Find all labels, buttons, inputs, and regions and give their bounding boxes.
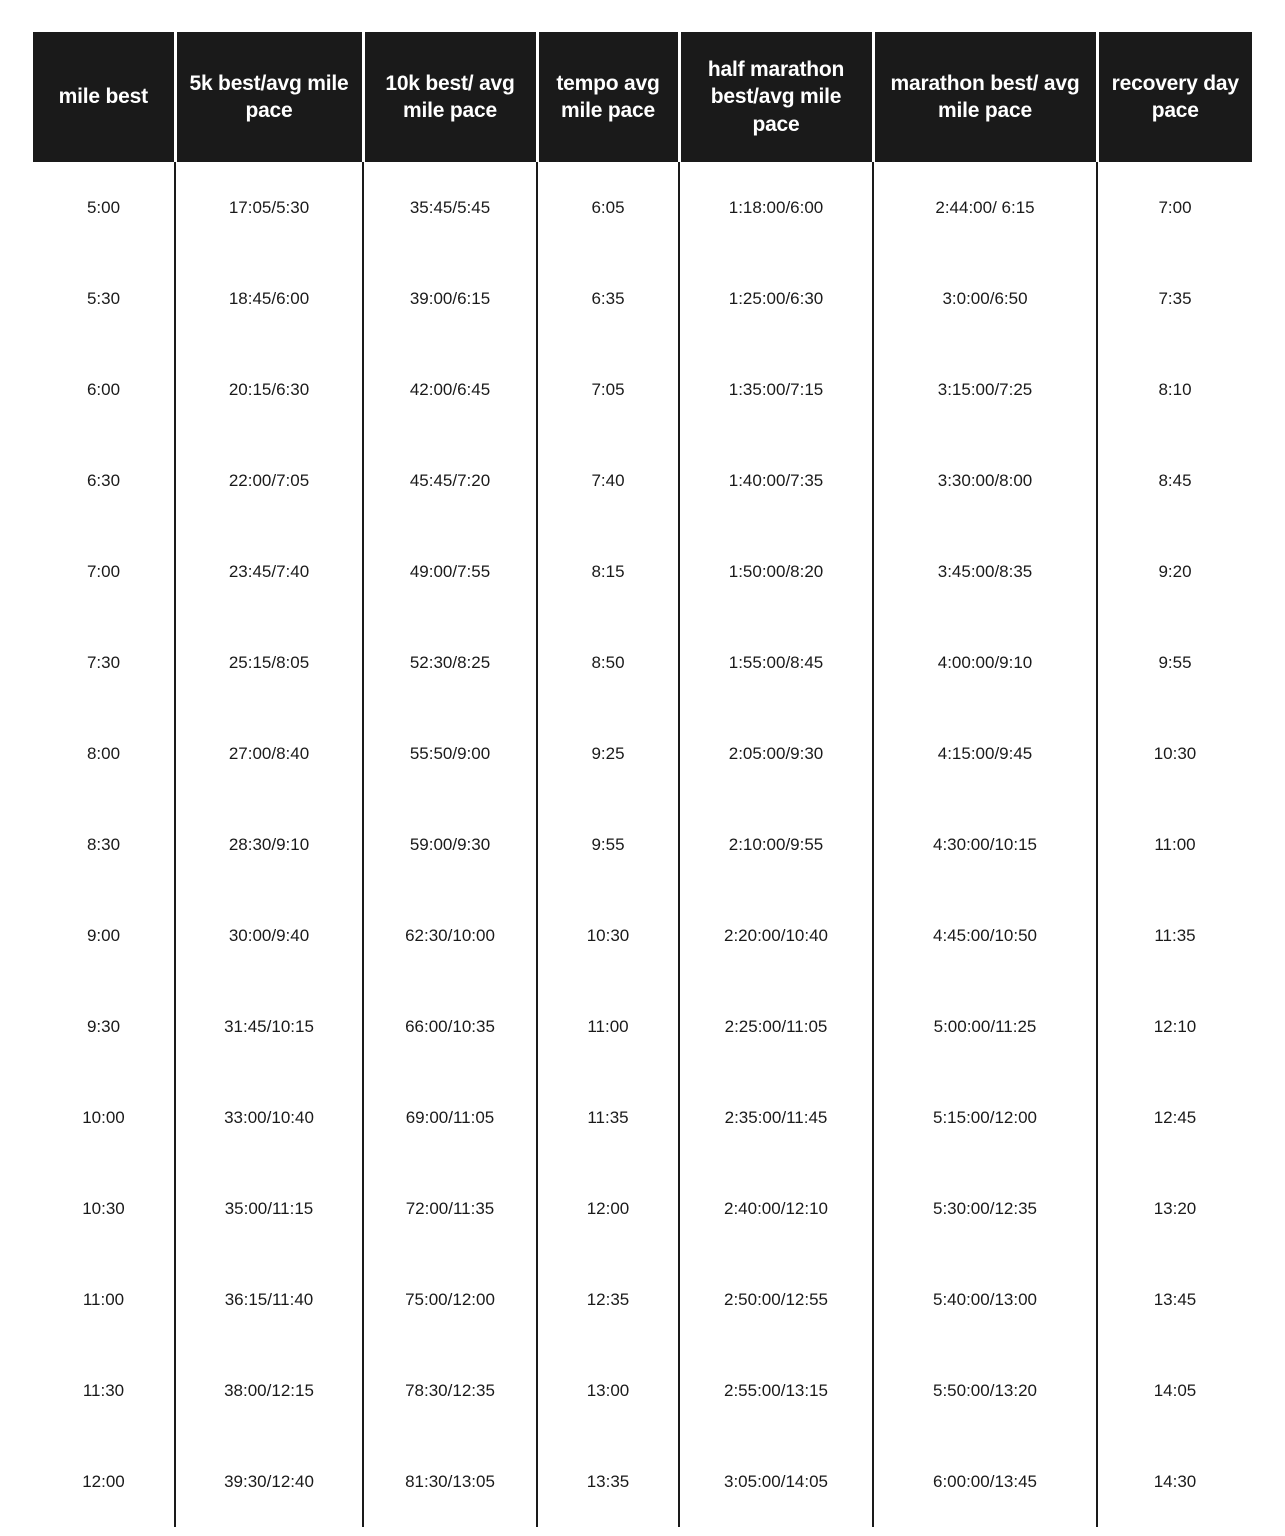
cell-10k: 52:30/8:25	[363, 617, 537, 708]
cell-5k: 22:00/7:05	[175, 435, 363, 526]
cell-10k: 69:00/11:05	[363, 1072, 537, 1163]
cell-recovery: 10:30	[1097, 708, 1252, 799]
cell-mile-best: 11:30	[33, 1345, 175, 1436]
cell-marathon: 4:00:00/9:10	[873, 617, 1097, 708]
table-row	[33, 1345, 1252, 1436]
cell-recovery: 8:10	[1097, 344, 1252, 435]
cell-recovery: 7:35	[1097, 253, 1252, 344]
cell-mile-best: 9:00	[33, 890, 175, 981]
table-header	[33, 32, 1252, 162]
cell-recovery: 13:20	[1097, 1163, 1252, 1254]
table-row	[33, 1254, 1252, 1345]
cell-tempo: 12:35	[537, 1254, 679, 1345]
cell-mile-best: 5:00	[33, 162, 175, 253]
pace-chart-table	[33, 32, 1252, 1527]
column-header-recovery: recovery day pace	[1097, 32, 1252, 162]
cell-5k: 27:00/8:40	[175, 708, 363, 799]
cell-recovery: 8:45	[1097, 435, 1252, 526]
cell-half-marathon: 1:55:00/8:45	[679, 617, 873, 708]
cell-5k: 36:15/11:40	[175, 1254, 363, 1345]
column-header-10k: 10k best/ avg mile pace	[363, 32, 537, 162]
cell-5k: 25:15/8:05	[175, 617, 363, 708]
column-header-5k: 5k best/avg mile pace	[175, 32, 363, 162]
cell-recovery: 11:00	[1097, 799, 1252, 890]
table-row	[33, 526, 1252, 617]
cell-recovery: 13:45	[1097, 1254, 1252, 1345]
cell-tempo: 8:50	[537, 617, 679, 708]
cell-marathon: 5:30:00/12:35	[873, 1163, 1097, 1254]
cell-mile-best: 6:00	[33, 344, 175, 435]
cell-5k: 30:00/9:40	[175, 890, 363, 981]
cell-mile-best: 11:00	[33, 1254, 175, 1345]
cell-tempo: 12:00	[537, 1163, 679, 1254]
cell-marathon: 2:44:00/ 6:15	[873, 162, 1097, 253]
cell-10k: 81:30/13:05	[363, 1436, 537, 1527]
cell-10k: 55:50/9:00	[363, 708, 537, 799]
cell-tempo: 9:25	[537, 708, 679, 799]
cell-5k: 39:30/12:40	[175, 1436, 363, 1527]
cell-5k: 18:45/6:00	[175, 253, 363, 344]
cell-tempo: 7:40	[537, 435, 679, 526]
cell-recovery: 9:20	[1097, 526, 1252, 617]
cell-10k: 62:30/10:00	[363, 890, 537, 981]
cell-tempo: 8:15	[537, 526, 679, 617]
cell-5k: 33:00/10:40	[175, 1072, 363, 1163]
cell-tempo: 13:35	[537, 1436, 679, 1527]
cell-marathon: 3:15:00/7:25	[873, 344, 1097, 435]
table-row	[33, 799, 1252, 890]
cell-recovery: 12:10	[1097, 981, 1252, 1072]
cell-recovery: 14:30	[1097, 1436, 1252, 1527]
cell-half-marathon: 1:40:00/7:35	[679, 435, 873, 526]
cell-10k: 35:45/5:45	[363, 162, 537, 253]
cell-half-marathon: 2:10:00/9:55	[679, 799, 873, 890]
cell-5k: 38:00/12:15	[175, 1345, 363, 1436]
cell-mile-best: 7:00	[33, 526, 175, 617]
cell-mile-best: 9:30	[33, 981, 175, 1072]
cell-recovery: 7:00	[1097, 162, 1252, 253]
cell-10k: 59:00/9:30	[363, 799, 537, 890]
cell-recovery: 12:45	[1097, 1072, 1252, 1163]
cell-mile-best: 10:30	[33, 1163, 175, 1254]
cell-half-marathon: 3:05:00/14:05	[679, 1436, 873, 1527]
cell-5k: 28:30/9:10	[175, 799, 363, 890]
cell-10k: 42:00/6:45	[363, 344, 537, 435]
cell-mile-best: 12:00	[33, 1436, 175, 1527]
cell-recovery: 9:55	[1097, 617, 1252, 708]
cell-10k: 45:45/7:20	[363, 435, 537, 526]
cell-10k: 39:00/6:15	[363, 253, 537, 344]
cell-half-marathon: 1:25:00/6:30	[679, 253, 873, 344]
cell-5k: 17:05/5:30	[175, 162, 363, 253]
table-row	[33, 344, 1252, 435]
table-row	[33, 617, 1252, 708]
cell-marathon: 5:00:00/11:25	[873, 981, 1097, 1072]
table-body	[33, 162, 1252, 1527]
cell-mile-best: 5:30	[33, 253, 175, 344]
cell-10k: 49:00/7:55	[363, 526, 537, 617]
cell-tempo: 10:30	[537, 890, 679, 981]
table-row	[33, 1072, 1252, 1163]
column-header-tempo: tempo avg mile pace	[537, 32, 679, 162]
cell-half-marathon: 1:35:00/7:15	[679, 344, 873, 435]
table-row	[33, 890, 1252, 981]
cell-marathon: 4:15:00/9:45	[873, 708, 1097, 799]
cell-half-marathon: 2:40:00/12:10	[679, 1163, 873, 1254]
table-row	[33, 435, 1252, 526]
cell-recovery: 14:05	[1097, 1345, 1252, 1436]
cell-marathon: 6:00:00/13:45	[873, 1436, 1097, 1527]
cell-half-marathon: 2:25:00/11:05	[679, 981, 873, 1072]
cell-mile-best: 10:00	[33, 1072, 175, 1163]
cell-marathon: 5:15:00/12:00	[873, 1072, 1097, 1163]
cell-tempo: 11:00	[537, 981, 679, 1072]
cell-recovery: 11:35	[1097, 890, 1252, 981]
cell-half-marathon: 2:50:00/12:55	[679, 1254, 873, 1345]
cell-marathon: 5:50:00/13:20	[873, 1345, 1097, 1436]
table-row	[33, 1436, 1252, 1527]
cell-5k: 20:15/6:30	[175, 344, 363, 435]
cell-tempo: 11:35	[537, 1072, 679, 1163]
table-row	[33, 162, 1252, 253]
cell-marathon: 3:45:00/8:35	[873, 526, 1097, 617]
cell-half-marathon: 2:35:00/11:45	[679, 1072, 873, 1163]
table-row	[33, 1163, 1252, 1254]
cell-mile-best: 7:30	[33, 617, 175, 708]
cell-mile-best: 6:30	[33, 435, 175, 526]
cell-half-marathon: 2:05:00/9:30	[679, 708, 873, 799]
column-header-marathon: marathon best/ avg mile pace	[873, 32, 1097, 162]
header-row	[33, 32, 1252, 162]
cell-marathon: 5:40:00/13:00	[873, 1254, 1097, 1345]
cell-half-marathon: 2:55:00/13:15	[679, 1345, 873, 1436]
cell-10k: 66:00/10:35	[363, 981, 537, 1072]
cell-tempo: 13:00	[537, 1345, 679, 1436]
cell-10k: 75:00/12:00	[363, 1254, 537, 1345]
cell-mile-best: 8:00	[33, 708, 175, 799]
cell-marathon: 4:30:00/10:15	[873, 799, 1097, 890]
cell-5k: 23:45/7:40	[175, 526, 363, 617]
cell-tempo: 6:05	[537, 162, 679, 253]
cell-10k: 78:30/12:35	[363, 1345, 537, 1436]
cell-marathon: 4:45:00/10:50	[873, 890, 1097, 981]
cell-half-marathon: 2:20:00/10:40	[679, 890, 873, 981]
cell-5k: 31:45/10:15	[175, 981, 363, 1072]
table-row	[33, 708, 1252, 799]
cell-tempo: 6:35	[537, 253, 679, 344]
cell-half-marathon: 1:50:00/8:20	[679, 526, 873, 617]
cell-marathon: 3:30:00/8:00	[873, 435, 1097, 526]
table-row	[33, 981, 1252, 1072]
cell-marathon: 3:0:00/6:50	[873, 253, 1097, 344]
cell-mile-best: 8:30	[33, 799, 175, 890]
cell-tempo: 9:55	[537, 799, 679, 890]
cell-half-marathon: 1:18:00/6:00	[679, 162, 873, 253]
column-header-half-marathon: half marathon best/avg mile pace	[679, 32, 873, 162]
table-row	[33, 253, 1252, 344]
column-header-mile-best: mile best	[33, 32, 175, 162]
cell-10k: 72:00/11:35	[363, 1163, 537, 1254]
cell-tempo: 7:05	[537, 344, 679, 435]
cell-5k: 35:00/11:15	[175, 1163, 363, 1254]
